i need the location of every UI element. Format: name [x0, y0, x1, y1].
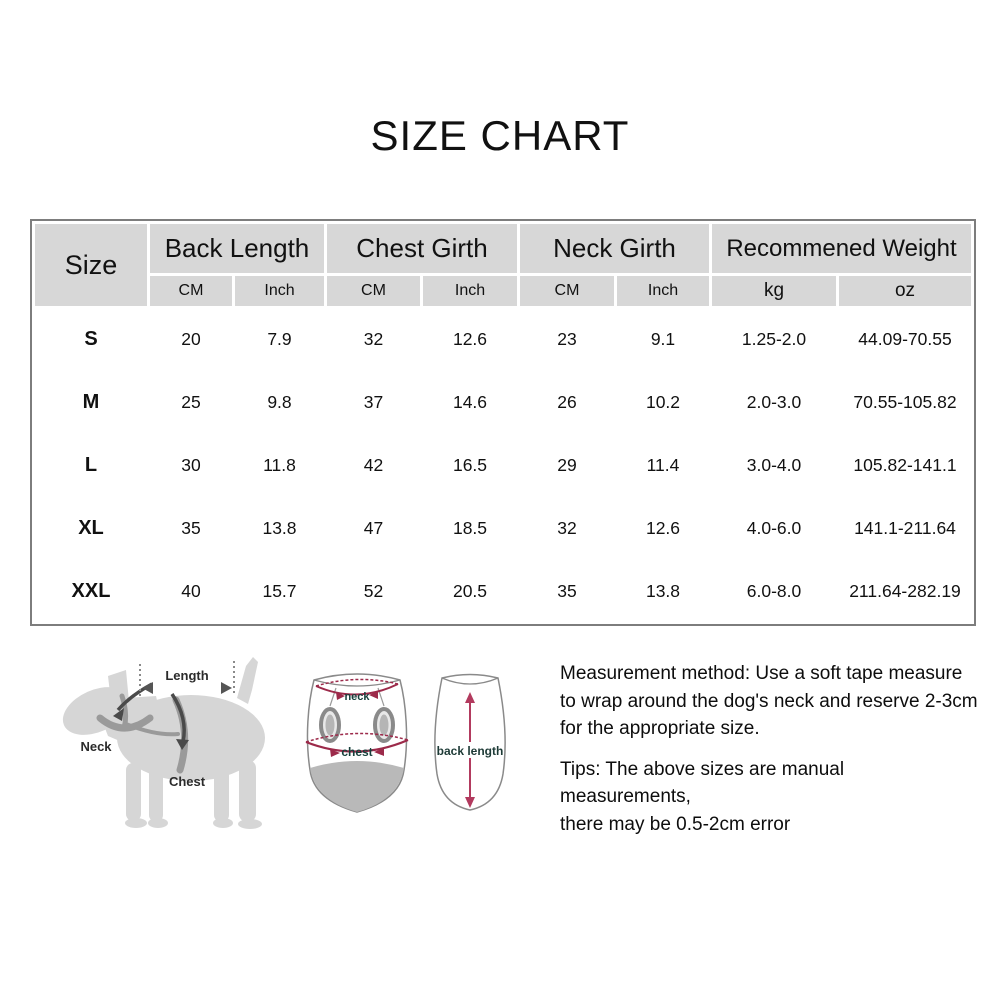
- value-cell: 11.4: [617, 435, 709, 495]
- garment-front-diagram: [296, 648, 418, 820]
- size-cell: S: [35, 309, 147, 369]
- tips-line: there may be 0.5-2cm error: [560, 813, 791, 835]
- value-cell: 141.1-211.64: [839, 498, 971, 558]
- value-cell: 12.6: [423, 309, 517, 369]
- size-cell: L: [35, 435, 147, 495]
- size-table: [30, 219, 976, 626]
- column-header-chest-girth: Chest Girth: [327, 224, 517, 273]
- measurement-method-line: Measurement method: Use a soft tape measure: [560, 663, 963, 684]
- value-cell: 15.7: [235, 561, 324, 621]
- value-cell: 26: [520, 372, 614, 432]
- subheader-neck-girth-inch: Inch: [617, 276, 709, 306]
- measurement-method-line: for the appropriate size.: [560, 718, 760, 739]
- value-cell: 52: [327, 561, 420, 621]
- garment-front-belly-panel: [310, 761, 404, 812]
- value-cell: 3.0-4.0: [712, 435, 836, 495]
- column-header-back-length: Back Length: [150, 224, 324, 273]
- armhole-left: [321, 709, 339, 741]
- value-cell: 20.5: [423, 561, 517, 621]
- dog-chest-label: Chest: [168, 774, 206, 789]
- page-title: SIZE CHART: [370, 112, 630, 159]
- value-cell: 12.6: [617, 498, 709, 558]
- subheader-weight-oz: oz: [839, 276, 971, 306]
- table-row: [35, 372, 971, 432]
- value-cell: 32: [327, 309, 420, 369]
- value-cell: 10.2: [617, 372, 709, 432]
- dog-length-label: Length: [165, 668, 209, 683]
- column-header-recommened-weight: Recommened Weight: [712, 224, 971, 273]
- value-cell: 105.82-141.1: [839, 435, 971, 495]
- value-cell: 70.55-105.82: [839, 372, 971, 432]
- value-cell: 37: [327, 372, 420, 432]
- size-table-body: [35, 309, 971, 621]
- subheader-neck-girth-cm: CM: [520, 276, 614, 306]
- value-cell: 6.0-8.0: [712, 561, 836, 621]
- value-cell: 1.25-2.0: [712, 309, 836, 369]
- subheader-back-length-cm: CM: [150, 276, 232, 306]
- value-cell: 32: [520, 498, 614, 558]
- size-cell: XXL: [35, 561, 147, 621]
- subheader-back-length-inch: Inch: [235, 276, 324, 306]
- value-cell: 25: [150, 372, 232, 432]
- tips-line: Tips: The above sizes are manual measurements,: [560, 758, 845, 807]
- value-cell: 18.5: [423, 498, 517, 558]
- table-row: [35, 435, 971, 495]
- subheader-weight-kg: kg: [712, 276, 836, 306]
- subheader-chest-girth-cm: CM: [327, 276, 420, 306]
- value-cell: 40: [150, 561, 232, 621]
- column-header-size: Size: [35, 224, 147, 306]
- garment-back-length-label: back length: [436, 744, 504, 758]
- value-cell: 35: [520, 561, 614, 621]
- size-cell: M: [35, 372, 147, 432]
- value-cell: 211.64-282.19: [839, 561, 971, 621]
- value-cell: 9.1: [617, 309, 709, 369]
- column-header-neck-girth: Neck Girth: [520, 224, 709, 273]
- value-cell: 29: [520, 435, 614, 495]
- value-cell: 9.8: [235, 372, 324, 432]
- table-row: [35, 561, 971, 621]
- size-cell: XL: [35, 498, 147, 558]
- dog-neck-label: Neck: [80, 739, 112, 754]
- garment-back-diagram: [420, 662, 522, 824]
- value-cell: 47: [327, 498, 420, 558]
- measurement-notes: [560, 660, 980, 838]
- subheader-chest-girth-inch: Inch: [423, 276, 517, 306]
- value-cell: 7.9: [235, 309, 324, 369]
- value-cell: 35: [150, 498, 232, 558]
- value-cell: 13.8: [617, 561, 709, 621]
- measurement-method-line: to wrap around the dog's neck and reserve 2-3cm: [560, 690, 978, 712]
- value-cell: 30: [150, 435, 232, 495]
- value-cell: 44.09-70.55: [839, 309, 971, 369]
- garment-chest-label: chest: [341, 745, 373, 759]
- table-row: [35, 498, 971, 558]
- table-row: [35, 309, 971, 369]
- value-cell: 14.6: [423, 372, 517, 432]
- dog-measurement-diagram: [56, 636, 324, 844]
- value-cell: 16.5: [423, 435, 517, 495]
- value-cell: 4.0-6.0: [712, 498, 836, 558]
- value-cell: 13.8: [235, 498, 324, 558]
- garment-neck-label: neck: [344, 691, 370, 703]
- value-cell: 23: [520, 309, 614, 369]
- value-cell: 42: [327, 435, 420, 495]
- value-cell: 2.0-3.0: [712, 372, 836, 432]
- value-cell: 20: [150, 309, 232, 369]
- value-cell: 11.8: [235, 435, 324, 495]
